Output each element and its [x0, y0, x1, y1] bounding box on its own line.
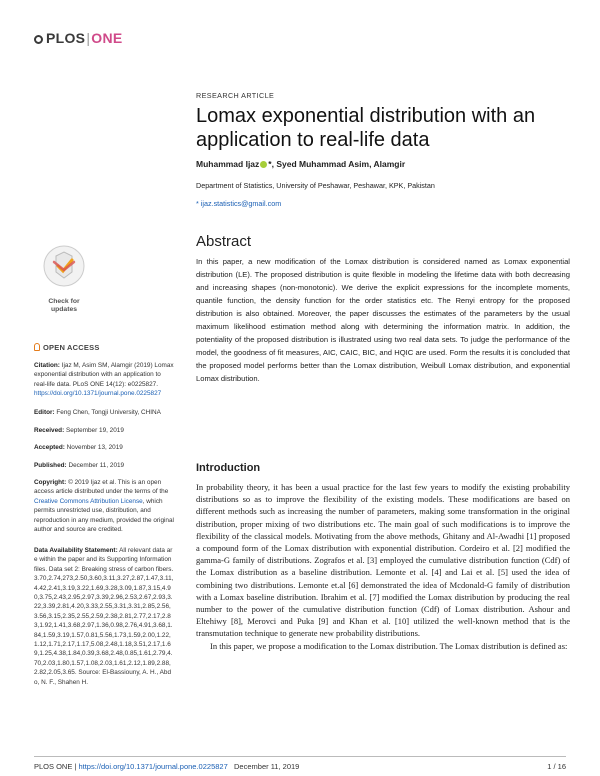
open-access-badge [34, 343, 100, 352]
open-lock-icon [34, 343, 40, 351]
logo-plos: PLOS [46, 30, 86, 46]
author-list [196, 159, 405, 169]
orcid-icon[interactable] [260, 161, 267, 168]
intro-paragraph-2: In this paper, we propose a modification to the Lomax distribution. The Lomax distribution is defined as: [210, 640, 568, 651]
logo-one: ONE [91, 30, 123, 46]
copyright-label: Copyright: [34, 479, 67, 486]
data-availability-block [34, 546, 174, 746]
page-number: 1 / 16 [547, 762, 566, 771]
check-for-updates-icon[interactable] [36, 242, 92, 302]
article-type: RESEARCH ARTICLE [196, 91, 275, 100]
affiliation: Department of Statistics, University of Peshawar, Peshawar, KPK, Pakistan [196, 181, 435, 190]
footer-doi-link[interactable]: https://doi.org/10.1371/journal.pone.0225827 [78, 762, 228, 771]
received-label: Received: [34, 427, 65, 434]
check-for-updates-label[interactable] [36, 298, 92, 314]
data-availability-text: All relevant data are within the paper and its Supporting Information files. Data set 2: Breaking stress of carbon fibers. 3.70,2.74,273,2.50,3.60,3.11,3.27,2.87,1.47,3.11,4.42,2.41,3.19,3.22,1.69,3.28,3.09,1.87,3.15,4.90,3.75,2.43,2.95,2.97,3.39,2.96,2.53,2.67,2.93,3.22,3.39,2.81,4.20,3.33,2.55,3.31,3.31,2.85,2.56,3.56,3.15,2.35,2.55,2.59,2.38,2.81,2.77,2.17,2.83,1.92,1.41,3.68,2.97,1.36,0.98,2.76,4.91,3.68,1.84,1.59,3.19,1.57,0.81,5.56,1.73,1.59,2.00,1.22,1.12,1.71,2.17,1.17,5.08,2.48,1.18,3.51,2.17,1.69,1.25,4.38,1.84,0.39,3.68,2.48,0.85,1.61,2.79,4.70,2.03,1.80,1.57,1.08,2.03,1.61,2.12,1.89,2.88,2.82,2.05,3.65. Source: El-Bassiouny, A. H., Abdo, N. F., Shahen H. [34, 547, 174, 686]
author-1[interactable]: Muhammad Ijaz [196, 159, 260, 169]
copyright-block [34, 478, 174, 534]
abstract-heading: Abstract [196, 233, 252, 250]
editor-label: Editor: [34, 409, 55, 416]
corresponding-mark: * [268, 159, 272, 169]
article-title: Lomax exponential distribution with an application to real-life data [196, 105, 536, 151]
license-link[interactable]: Creative Commons Attribution License [34, 497, 143, 505]
check-label-line1: Check for [48, 298, 80, 305]
published-date: December 11, 2019 [66, 462, 125, 469]
citation-text: Ijaz M, Asim SM, Alamgir (2019) Lomax exponential distribution with an application to real-life data. PLoS ONE 14(12): e0225827. [34, 362, 174, 388]
editor-text: Feng Chen, Tongji University, CHINA [54, 409, 161, 416]
accepted-date: November 13, 2019 [64, 444, 123, 451]
footer-journal: PLOS ONE | [34, 762, 79, 771]
accepted-label: Accepted: [34, 444, 65, 451]
published-line [34, 461, 174, 470]
received-line [34, 426, 174, 435]
footer-divider [34, 756, 566, 757]
citation-doi-link[interactable]: https://doi.org/10.1371/journal.pone.0225827 [34, 390, 162, 398]
citation-block [34, 361, 174, 399]
corresponding-email[interactable]: * ijaz.statistics@gmail.com [196, 199, 282, 208]
footer-date: December 11, 2019 [227, 762, 300, 771]
citation-label: Citation: [34, 362, 60, 369]
plos-logo-icon [34, 35, 43, 44]
copyright-text: © 2019 Ijaz et al. This is an open access article distributed under the terms of the [34, 479, 169, 496]
published-label: Published: [34, 462, 67, 469]
introduction-heading: Introduction [196, 462, 261, 474]
journal-logo[interactable] [34, 30, 123, 46]
open-access-label: OPEN ACCESS [43, 343, 100, 352]
received-date: September 19, 2019 [64, 427, 124, 434]
editor-line [34, 408, 174, 417]
intro-paragraph-1: In probability theory, it has been a usual practice for the last few years to modify the existing probability distributions so as to improve the flexibility of the existing models. These modifications are based on different methods such as increasing the number of parameters, making some transformation in the original distribution, proper mixing of two distributions etc. The main goal of such modifications is to improve the flexibility of the classical models. Motivating from the above methods, Ghitany and Al-Awadhi [1] proposed a compound form of the Lomax distribution with exponential distribution. Cordeiro et al. [2] modified the gamma-G family of distributions. Zografos et al. [3] employed the cumulative distribution function (Cdf) of the Lomax distribution as a baseline distribution. Lemonte et al. [4] and Lai et al. [5] used the idea of combining two distributions. Lemonte et.al [6] demonstrated the idea of Mcdonald-G family of distribution with a Lomax baseline distribution. Ibrahim et al. [7] modified the Lomax distribution by producing the real number to the power of the cumulative distribution function (Cdf) of Lomax distribution. Ashour and Eltehiwy [8], Merovci and Puka [9] and Khan et al. [10] utilized the well-known method that is the transmutation technique to generate new probability distributions. [196, 482, 570, 639]
check-label-line2: updates [50, 306, 78, 313]
copyright-text-end: , which permits unrestricted use, distribution, and reproduction in any medium, provided the original author and source are credited. [34, 497, 174, 534]
author-rest: , Syed Muhammad Asim, Alamgir [271, 159, 406, 169]
abstract-text: In this paper, a new modification of the Lomax distribution is considered named as Lomax exponential distribution (LE). The proposed distribution is quite flexible in modeling the lifetime data with both decreasing and increasing shapes (non-monotonic). We derive the explicit expressions for the incomplete moments, quantile function, the density function for the order statistics etc. The Renyi entropy for the proposed distribution is also obtained. Moreover, the paper discusses the estimates of the parameters by the usual maximum likelihood estimation method along with determining the information matrix. In addition, the potentiality of the proposed distribution is illustrated using two real data sets. To judge the performance of the model, the goodness of fit measures, AIC, CAIC, BIC, and HQIC are used. Form the results it is concluded that the proposed model performs better than the Lomax distribution, Weibull Lomax distribution, and exponential Lomax distribution. [196, 257, 570, 384]
page-footer [34, 762, 299, 771]
accepted-line [34, 443, 174, 452]
introduction-body [196, 481, 570, 652]
data-availability-label: Data Availability Statement: [34, 547, 118, 554]
logo-separator: | [86, 30, 91, 46]
